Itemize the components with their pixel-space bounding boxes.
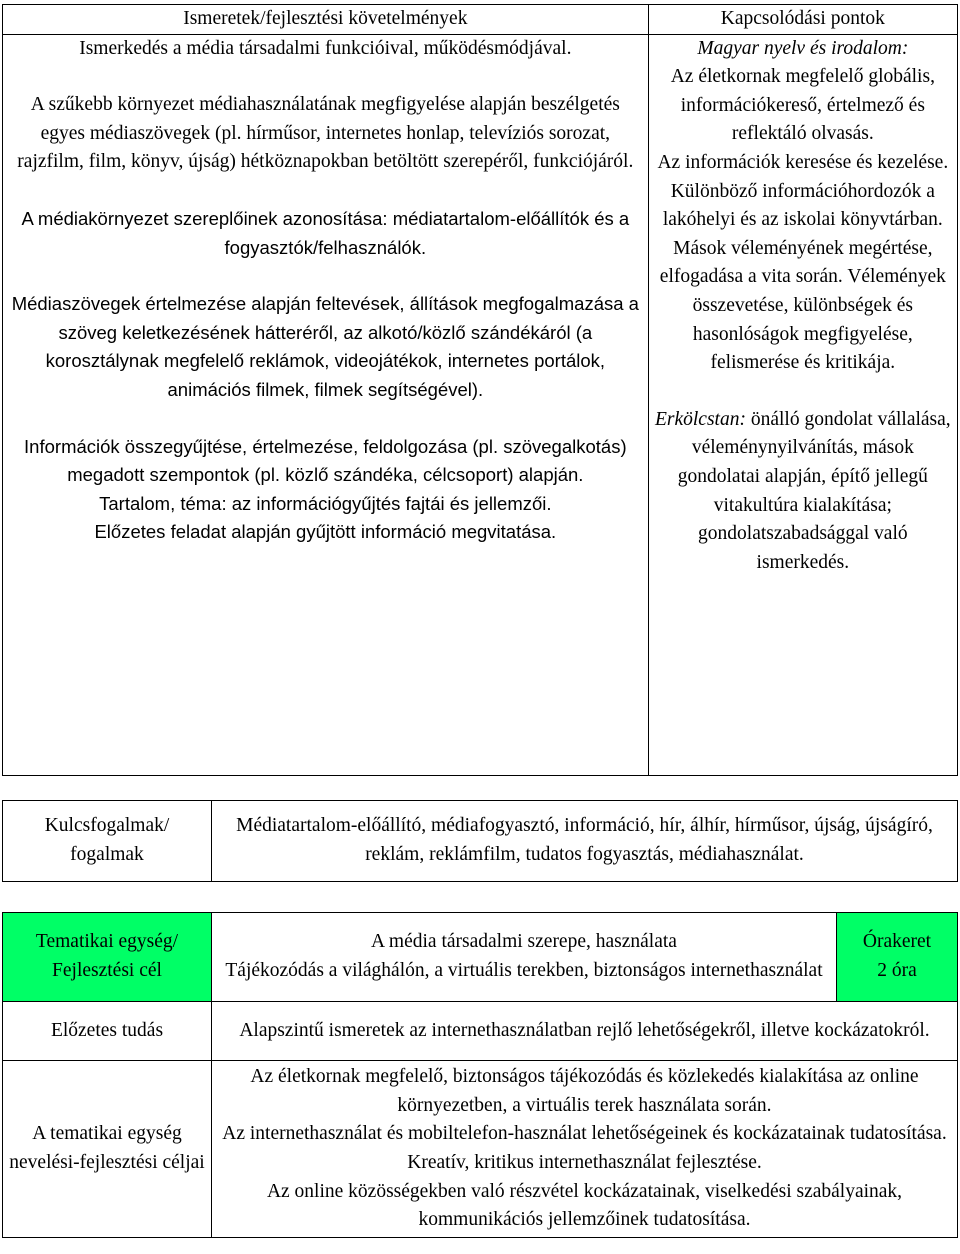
hours-value: 2 óra	[877, 960, 917, 981]
goal-paragraph: Az életkornak megfelelő, biztonságos tájékozódás és közlekedés kialakítása az online környezetben, a virtuális terek használata során.	[250, 1066, 919, 1116]
keywords-text: Médiatartalom-előállító, médiafogyasztó, információ, hír, álhír, hírműsor, újság, újságíró, reklám, reklámfilm, tudatos fogyasztás, médiahasználat.	[212, 801, 958, 882]
connections-cell	[648, 34, 957, 775]
prior-knowledge-text: Alapszintű ismeretek az internethasználatban rejlő lehetőségekről, illetve kockázatokról.	[212, 1002, 958, 1061]
requirement-paragraph: Tartalom, téma: az információgyűjtés fajtái és jellemzői.	[99, 492, 552, 514]
connection-text	[653, 406, 953, 578]
connections-header: Kapcsolódási pontok	[648, 5, 957, 35]
requirement-paragraph: Médiaszövegek értelmezése alapján feltevések, állítások megfogalmazása a szöveg keletkezésének hátteréről, az alkotó/közlő szándékáról (a korosztálynak megfelelő reklámok, videojátékok, internetes portálok, animációs filmek, filmek segítségével).	[11, 293, 639, 400]
requirement-paragraph: Ismerkedés a média társadalmi funkcióival, működésmódjával.	[79, 37, 572, 59]
unit-label: Tematikai egység/ Fejlesztési cél	[3, 913, 212, 1002]
goal-paragraph: Az internethasználat és mobiltelefon-használat lehetőségeinek és kockázatainak tudatosítása. Kreatív, kritikus internethasználat fejlesztése.	[222, 1123, 947, 1173]
connection-text: Az életkornak megfelelő globális, információkereső, értelmező és reflektáló olvasás.	[670, 66, 935, 145]
unit-title-line: Tájékozódás a világhálón, a virtuális terekben, biztonságos internethasználat	[225, 960, 823, 981]
requirements-header: Ismeretek/fejlesztési követelmények	[3, 5, 649, 35]
unit-table	[2, 912, 958, 1238]
hours-cell	[837, 913, 958, 1002]
goal-paragraph: Az online közösségekben való részvétel kockázatainak, viselkedési szabályainak, kommunikációs jellemzőinek tudatosítása.	[266, 1180, 903, 1231]
subject-name: Magyar nyelv és irodalom:	[697, 37, 909, 59]
connection-text: Mások véleményének megértése, elfogadása a vita során. Vélemények összevetése, különbségek és hasonlóságok megfigyelése, felismerése és kritikája.	[659, 237, 946, 374]
requirement-paragraph: A szűkebb környezet médiahasználatának megfigyelése alapján beszélgetés egyes médiaszövegek (pl. hírműsor, internetes honlap, televíziós sorozat, rajzfilm, film, könyv, újság) hétköznapokban betöltött szerepéről, funkciójáról.	[17, 94, 634, 173]
requirement-paragraph: Információk összegyűjtése, értelmezése, feldolgozása (pl. szövegalkotás) megadott szempontok (pl. közlő szándéka, célcsoport) alapján.	[24, 435, 627, 486]
prior-knowledge-label: Előzetes tudás	[3, 1002, 212, 1061]
requirements-table	[2, 4, 958, 776]
subject-name: Erkölcstan:	[654, 408, 746, 430]
keywords-label: Kulcsfogalmak/ fogalmak	[3, 801, 212, 882]
goals-cell	[212, 1061, 958, 1238]
goals-label: A tematikai egység nevelési-fejlesztési céljai	[3, 1061, 212, 1238]
subject-text: önálló gondolat vállalása, véleménynyilvánítás, mások gondolatai alapján, építő jellegű vitakultúra kialakítása; gondolatszabadsággal való ismerkedés.	[677, 408, 951, 573]
unit-title-line: A média társadalmi szerepe, használata	[371, 931, 677, 953]
keywords-table	[2, 800, 958, 882]
requirement-paragraph: Előzetes feladat alapján gyűjtött információ megvitatása.	[94, 521, 557, 543]
connection-text: Az információk keresése és kezelése. Különböző információhordozók a lakóhelyi és az iskolai könyvtárban.	[657, 151, 949, 231]
requirements-cell	[3, 34, 649, 775]
hours-label: Órakeret	[862, 931, 932, 953]
requirement-paragraph: A médiakörnyezet szereplőinek azonosítása: médiatartalom-előállítók és a fogyasztók/felhasználók.	[21, 207, 630, 258]
unit-title	[212, 913, 837, 1002]
